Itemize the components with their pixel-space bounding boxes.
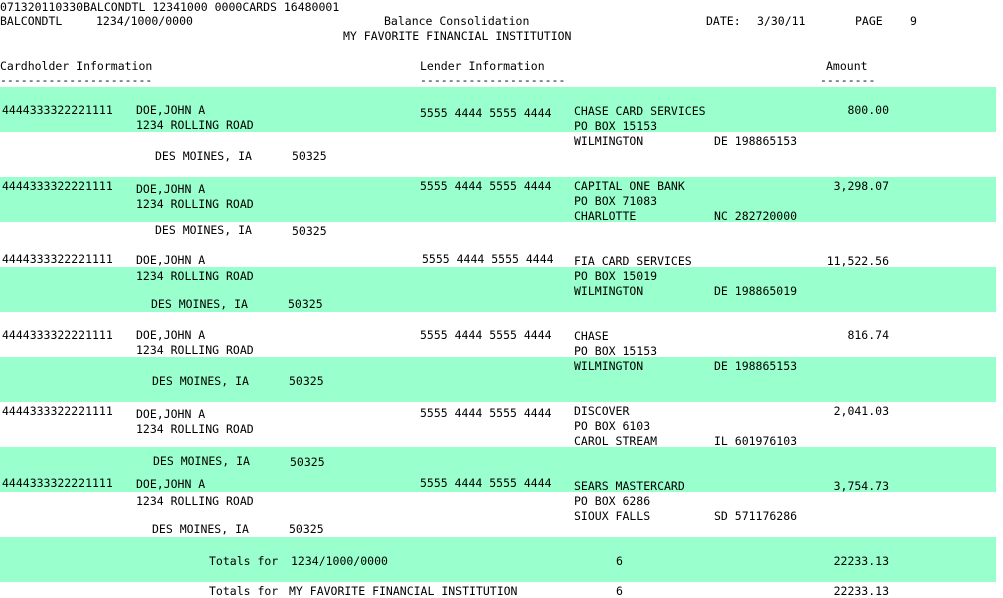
lender-city: WILMINGTON	[574, 359, 644, 373]
lender-account-number: 5555 4444 5555 4444	[420, 406, 552, 420]
greenbar-band	[0, 357, 996, 402]
lender-po-box: PO BOX 71083	[574, 194, 658, 208]
page-label: PAGE	[855, 14, 883, 28]
cardholder-city: DES MOINES, IA	[151, 297, 248, 311]
lender-po-box: PO BOX 15153	[574, 344, 658, 358]
lender-name: CHASE	[574, 329, 609, 343]
cardholder-street: 1234 ROLLING ROAD	[136, 269, 254, 283]
lender-city: WILMINGTON	[574, 134, 644, 148]
cardholder-name: DOE,JOHN A	[136, 328, 206, 342]
cardholder-street: 1234 ROLLING ROAD	[136, 494, 254, 508]
cardholder-zip: 50325	[292, 224, 327, 238]
totals-scope: 1234/1000/0000	[291, 554, 388, 568]
lender-account-number: 5555 4444 5555 4444	[420, 106, 552, 120]
cardholder-street: 1234 ROLLING ROAD	[136, 118, 254, 132]
card-number: 4444333322221111	[2, 328, 113, 342]
card-number: 4444333322221111	[2, 179, 113, 193]
totals-label: Totals for	[209, 584, 279, 598]
lender-account-number: 5555 4444 5555 4444	[420, 328, 552, 342]
lender-account-number: 5555 4444 5555 4444	[420, 179, 552, 193]
lender-city: SIOUX FALLS	[574, 509, 651, 523]
lender-city: WILMINGTON	[574, 284, 644, 298]
cardholder-street: 1234 ROLLING ROAD	[136, 197, 254, 211]
totals-scope: MY FAVORITE FINANCIAL INSTITUTION	[289, 584, 518, 598]
cardholder-zip: 50325	[292, 149, 327, 163]
cardholder-name: DOE,JOHN A	[136, 103, 206, 117]
lender-account-number: 5555 4444 5555 4444	[420, 476, 552, 490]
date-label: DATE:	[706, 14, 741, 28]
lender-account-number: 5555 4444 5555 4444	[422, 252, 554, 266]
cardholder-zip: 50325	[288, 297, 323, 311]
account-path: 1234/1000/0000	[96, 14, 193, 28]
lender-name: CHASE CARD SERVICES	[574, 104, 706, 118]
report-date: 3/30/11	[757, 14, 806, 28]
column-rule-lender: ---------------------	[420, 73, 566, 87]
amount: 3,754.73	[833, 479, 889, 493]
cardholder-name: DOE,JOHN A	[136, 477, 206, 491]
header-control-line: 071320110330BALCONDTL 12341000 0000CARDS 16480001	[0, 0, 340, 14]
column-header-lender: Lender Information	[420, 59, 545, 73]
lender-name: FIA CARD SERVICES	[574, 254, 692, 268]
cardholder-name: DOE,JOHN A	[136, 182, 206, 196]
lender-state-zip: NC 282720000	[714, 209, 798, 223]
column-rule-cardholder: ----------------------	[0, 73, 153, 87]
totals-count: 6	[616, 554, 623, 568]
cardholder-name: DOE,JOHN A	[136, 407, 206, 421]
totals-label: Totals for	[209, 554, 279, 568]
lender-po-box: PO BOX 15019	[574, 269, 658, 283]
page-number: 9	[910, 14, 917, 28]
amount: 3,298.07	[833, 179, 889, 193]
lender-state-zip: DE 198865019	[714, 284, 798, 298]
card-number: 4444333322221111	[2, 476, 113, 490]
lender-po-box: PO BOX 6103	[574, 419, 651, 433]
institution-name: MY FAVORITE FINANCIAL INSTITUTION	[343, 29, 572, 43]
cardholder-city: DES MOINES, IA	[152, 522, 249, 536]
totals-amount: 22233.13	[833, 554, 889, 568]
cardholder-city: DES MOINES, IA	[155, 149, 252, 163]
column-header-cardholder: Cardholder Information	[0, 59, 153, 73]
column-header-amount: Amount	[826, 59, 868, 73]
lender-name: DISCOVER	[574, 404, 630, 418]
amount: 2,041.03	[833, 404, 889, 418]
totals-amount: 22233.13	[833, 584, 889, 598]
cardholder-street: 1234 ROLLING ROAD	[136, 422, 254, 436]
report-title: Balance Consolidation	[384, 14, 530, 28]
amount: 800.00	[847, 103, 889, 117]
cardholder-zip: 50325	[289, 522, 324, 536]
lender-city: CAROL STREAM	[574, 434, 658, 448]
cardholder-street: 1234 ROLLING ROAD	[136, 343, 254, 357]
column-rule-amount: --------	[820, 73, 876, 87]
cardholder-city: DES MOINES, IA	[153, 454, 250, 468]
cardholder-zip: 50325	[290, 455, 325, 469]
amount: 816.74	[847, 328, 889, 342]
lender-state-zip: IL 601976103	[714, 434, 798, 448]
lender-po-box: PO BOX 15153	[574, 119, 658, 133]
lender-name: CAPITAL ONE BANK	[574, 179, 685, 193]
cardholder-city: DES MOINES, IA	[152, 374, 249, 388]
lender-po-box: PO BOX 6286	[574, 494, 651, 508]
lender-state-zip: DE 198865153	[714, 134, 798, 148]
totals-count: 6	[616, 584, 623, 598]
cardholder-zip: 50325	[289, 374, 324, 388]
lender-name: SEARS MASTERCARD	[574, 479, 685, 493]
lender-state-zip: SD 571176286	[714, 509, 798, 523]
cardholder-name: DOE,JOHN A	[136, 253, 206, 267]
card-number: 4444333322221111	[2, 103, 113, 117]
report-code: BALCONDTL	[0, 14, 63, 28]
lender-state-zip: DE 198865153	[714, 359, 798, 373]
amount: 11,522.56	[826, 254, 889, 268]
card-number: 4444333322221111	[2, 404, 113, 418]
card-number: 4444333322221111	[2, 252, 113, 266]
cardholder-city: DES MOINES, IA	[155, 223, 252, 237]
lender-city: CHARLOTTE	[574, 209, 637, 223]
